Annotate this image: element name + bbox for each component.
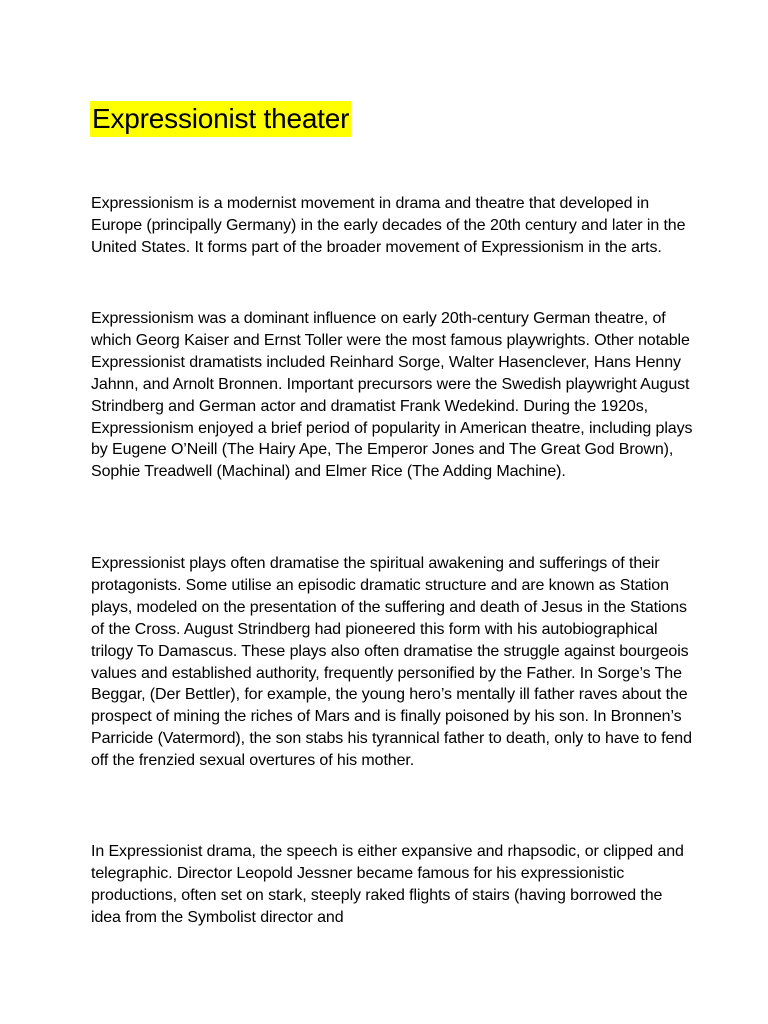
paragraph-1: Expressionism is a modernist movement in drama and theatre that developed in Europe (principally Germany) in the early decades of the 20th century and later in the United States. It forms part of the broader movement of Expressionism in the arts. bbox=[91, 195, 686, 256]
paragraph-3: Expressionist plays often dramatise the spiritual awakening and sufferings of their protagonists. Some utilise an episodic dramatic structure and are known as Station plays, modeled on the presentation of the suffering and death of Jesus in the Stations of the Cross. August Strindberg had pioneered this form with his autobiographical trilogy To Damascus. These plays also often dramatise the struggle against bourgeois values and established authority, frequently personified by the Father. In Sorge’s The Beggar, (Der Bettler), for example, the young hero’s mentally ill father raves about the prospect of mining the riches of Mars and is finally poisoned by his son. In Bronnen’s Parricide (Vatermord), the son stabs his tyrannical father to death, only to have to fend off the frenzied sexual overtures of his mother. bbox=[91, 555, 692, 770]
document-title: Expressionist theater bbox=[90, 101, 351, 137]
paragraph-2: Expressionism was a dominant influence on early 20th-century German theatre, of which Georg Kaiser and Ernst Toller were the most famous playwrights. Other notable Expressionist dramatists included Reinhard Sorge, Walter Hasenclever, Hans Henny Jahnn, and Arnolt Bronnen. Important precursors were the Swedish playwright August Strindberg and German actor and dramatist Frank Wedekind. During the 1920s, Expressionism enjoyed a brief period of popularity in American theatre, including plays by Eugene O’Neill (The Hairy Ape, The Emperor Jones and The Great God Brown), Sophie Treadwell (Machinal) and Elmer Rice (The Adding Machine). bbox=[91, 310, 693, 481]
paragraph-4: In Expressionist drama, the speech is either expansive and rhapsodic, or clipped and telegraphic. Director Leopold Jessner became famous for his expressionistic productions, often set on stark, steeply raked flights of stairs (having borrowed the idea from the Symbolist director and bbox=[91, 843, 684, 926]
